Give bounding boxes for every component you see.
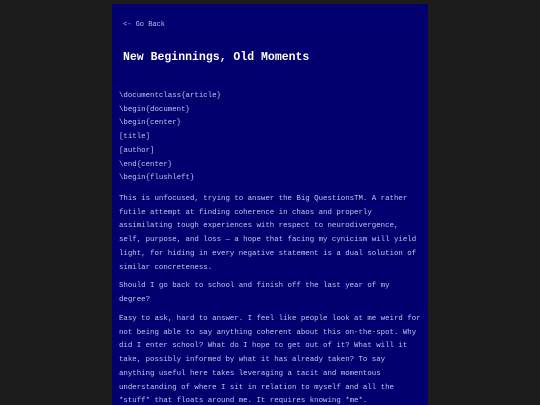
- latex-line: \begin{center}: [119, 119, 182, 128]
- article-paragraph: This is unfocused, trying to answer the Big QuestionsTM. A rather futile attempt at finding coherence in chaos and properly assimilating tough experiences with respect to neurodivergence, self, purpose, and loss — a hope that facing my cynicism will yield light, for hiding in every negative statement is a dual solution of similar concreteness.: [119, 195, 417, 272]
- back-link[interactable]: <- Go Back: [123, 21, 166, 29]
- latex-line: \begin{flushleft}: [119, 174, 195, 183]
- latex-line: [title]: [119, 133, 151, 142]
- page-title: New Beginnings, Old Moments: [123, 51, 310, 64]
- latex-line: \documentclass{article}: [119, 92, 222, 100]
- latex-preamble: [119, 90, 221, 186]
- article-paragraph: Should I go back to school and finish off the last year of my degree?: [119, 282, 390, 304]
- latex-line: [author]: [119, 146, 155, 155]
- latex-line: \end{center}: [119, 160, 173, 169]
- latex-line: \begin{document}: [119, 105, 190, 114]
- article-paragraph: Easy to ask, hard to answer. I feel like people look at me weird for not being able to say anything coherent about this on-the-spot. Why did I enter school? What do I hope to get out of it? What will it take, possibly informed by what it has already taken? To say anything useful here takes leveraging a tacit and momentous understanding of where I sit in relation to myself and all the *stuff* that floats around me. It requires knowing *me*.: [119, 315, 421, 405]
- article-column: [112, 4, 428, 405]
